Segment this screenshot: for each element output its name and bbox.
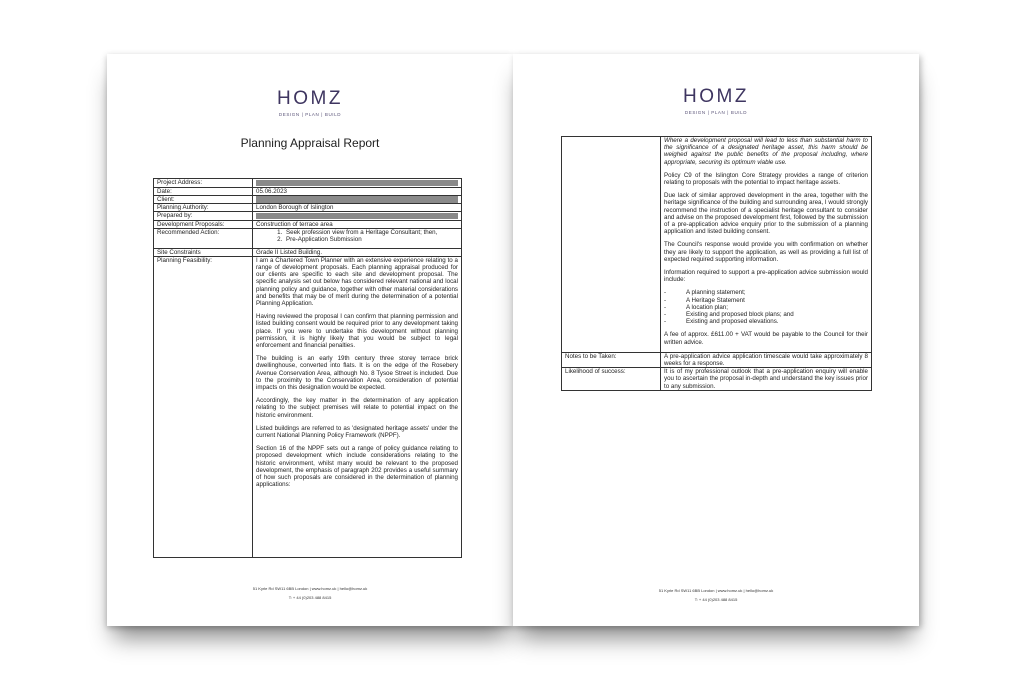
list-item: 2. Pre-Application Submission — [284, 236, 458, 243]
project-address-value — [253, 179, 462, 188]
paragraph: Section 16 of the NPPF sets out a range of policy guidance relating to proposed development which include considerations relating to the historic environment, whilst many would be relevant to the proposed development, the emphasis of paragraph 202 provides a useful summary of how such proposals are considered in the determination of planning applications: — [256, 445, 458, 489]
page-footer — [107, 584, 513, 602]
site-constraints-label: Site Constraints — [154, 248, 253, 256]
redacted-bar — [256, 196, 458, 203]
prepared-by-value — [253, 212, 462, 221]
brand-tagline: DESIGN | PLAN | BUILD — [684, 110, 748, 115]
nppf-quote: Where a development proposal will lead to less than substantial harm to the significance of a designated heritage asset, this harm should be weighed against the public benefits of the proposal including, where appropriate, securing its optimum viable use. — [664, 137, 868, 166]
paragraph: Accordingly, the key matter in the determination of any application relating to the subject premises will relate to potential impact on the historic environment. — [256, 397, 458, 419]
table-row — [154, 179, 462, 188]
planning-feasibility-label: Planning Feasibility: — [154, 256, 253, 557]
table-row — [154, 220, 462, 228]
paragraph: Due lack of similar approved development in the area, together with the heritage significance of the building and surrounding area, I would strongly recommend the instruction of a specialist heritage consultant to consider and advise on the proposed development first, followed by the submission of a pre-application advice enquiry prior to the submission of a planning application and listed building consent. — [664, 192, 868, 236]
development-proposals-value: Construction of terrace area — [253, 220, 462, 228]
fee-paragraph: A fee of approx. £611.00 + VAT would be payable to the Council for their written advice. — [664, 331, 868, 346]
likelihood-value: It is of my professional outlook that a pre-application enquiry will enable you to ascertain the proposal in-depth and understand the key issues prior to any submission. — [661, 368, 872, 391]
page-footer — [513, 586, 919, 604]
empty-label-cell — [562, 137, 661, 353]
paragraph: The building is an early 19th century three storey terrace brick dwellinghouse, converted into flats. It is on the edge of the Rosebery Avenue Conservation Area, although No. 8 Tysoe Street is included. Due to the proximity to the Conservation Area, consideration of potential impacts on this designation would be expected. — [256, 355, 458, 391]
homz-logo — [107, 88, 513, 117]
paragraph: The Council's response would provide you with confirmation on whether they are likely to support the application, as well as providing a full list of expected required supporting information. — [664, 241, 868, 263]
development-proposals-label: Development Proposals: — [154, 220, 253, 228]
planning-authority-value: London Borough of Islington — [253, 204, 462, 212]
paragraph: Policy C9 of the Islington Core Strategy provides a range of criterion relating to proposals with the potential to impact heritage assets. — [664, 171, 868, 187]
appraisal-table — [153, 178, 462, 558]
list-item: - A location plan; — [664, 303, 728, 311]
homz-logo — [513, 86, 919, 115]
footer-phone: T: + 44 (0)203 488 8415 — [288, 595, 332, 600]
table-row — [154, 229, 462, 248]
table-row — [154, 204, 462, 212]
table-row — [154, 256, 462, 557]
footer-phone: T: + 44 (0)203 488 8415 — [694, 597, 738, 602]
date-label: Date: — [154, 187, 253, 195]
brand-tagline: DESIGN | PLAN | BUILD — [278, 112, 342, 117]
list-item: - A planning statement; — [664, 289, 746, 297]
table-row — [154, 248, 462, 256]
table-row — [562, 368, 872, 391]
likelihood-label: Likelihood of success: — [562, 368, 661, 391]
table-row — [154, 195, 462, 204]
table-row — [562, 137, 872, 353]
appraisal-table-continued — [561, 136, 872, 391]
paragraph: Listed buildings are referred to as 'designated heritage assets' under the current National Planning Policy Framework (NPPF). — [256, 424, 458, 439]
report-page-1 — [107, 54, 513, 626]
footer-address: 51 Kyrle Rd SW11 6BB London | www.homz.uk | hello@homz.uk — [252, 586, 368, 591]
planning-authority-label: Planning Authority: — [154, 204, 253, 212]
planning-feasibility-value — [253, 256, 462, 557]
redacted-bar — [256, 180, 458, 187]
project-address-label: Project Address: — [154, 179, 253, 188]
redacted-bar — [256, 213, 458, 220]
footer-address: 51 Kyrle Rd SW11 6BB London | www.homz.uk | hello@homz.uk — [658, 588, 774, 593]
notes-value: A pre-application advice application timescale would take approximately 8 weeks for a response. — [661, 352, 872, 367]
notes-label: Notes to be Taken: — [562, 352, 661, 367]
brand-name: HOMZ — [683, 86, 749, 107]
table-row — [154, 187, 462, 195]
client-label: Client: — [154, 195, 253, 204]
table-row — [562, 352, 872, 367]
list-item: - Existing and proposed block plans; and — [664, 311, 794, 319]
brand-name: HOMZ — [277, 88, 343, 109]
list-item: 1. Seek profession view from a Heritage Consultant; then, — [284, 229, 458, 236]
required-info-list — [664, 289, 868, 325]
table-row — [154, 212, 462, 221]
recommended-action-label: Recommended Action: — [154, 229, 253, 248]
recommended-action-value — [253, 229, 462, 248]
list-item: - Existing and proposed elevations. — [664, 318, 779, 326]
client-value — [253, 195, 462, 204]
report-title: Planning Appraisal Report — [240, 136, 380, 150]
continuation-cell — [661, 137, 872, 353]
paragraph: Having reviewed the proposal I can confirm that planning permission and listed building consent would be required prior to any development taking place. If you were to undertake this development without planning permission, it is highly likely that you would be subject to legal enforcement and financial penalties. — [256, 313, 458, 349]
report-page-2 — [513, 54, 919, 626]
list-item: - A Heritage Statement — [664, 296, 745, 304]
paragraph: Information required to support a pre-application advice submission would include: — [664, 269, 868, 284]
date-value: 05.06.2023 — [253, 187, 462, 195]
paragraph: I am a Chartered Town Planner with an extensive experience relating to a range of development proposals. Each planning appraisal produced for our clients are specific to each site and development proposal. The specific analysis set out below has considered relevant national and local planning policy and guidance, together with other material considerations and benefits that may be of merit during the determination of a potential Planning Application. — [256, 256, 458, 307]
site-constraints-value: Grade II Listed Building. — [253, 248, 462, 256]
recommended-action-list — [256, 229, 458, 243]
prepared-by-label: Prepared by: — [154, 212, 253, 221]
